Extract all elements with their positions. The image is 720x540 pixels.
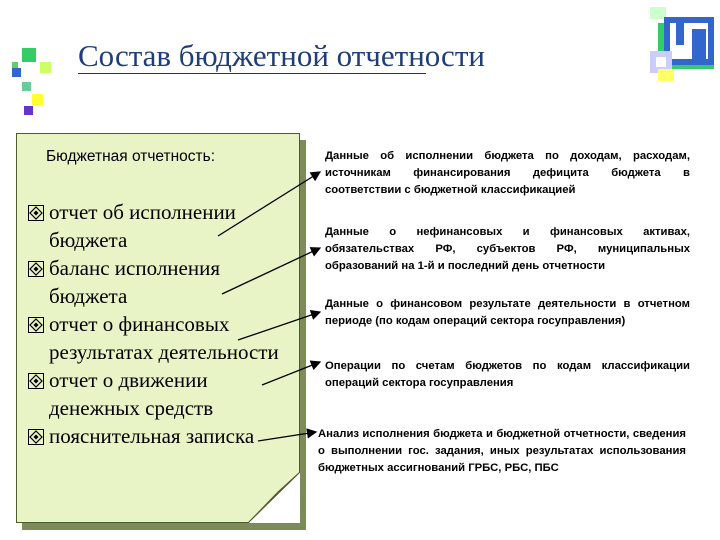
description-text: Данные о финансовом результате деятельности в отчетном периоде (по кодам операций сектора госуправления) [325,298,690,327]
list-item-label: баланс исполнения бюджета [49,256,220,308]
panel-heading: Бюджетная отчетность: [46,148,216,165]
description-text: Анализ исполнения бюджета и бюджетной отчетности, сведения о выполнении гос. задания, иных результатах использования бюджетных ассигнований ГРБС, РБС, ПБС [318,428,686,474]
list-item-label: отчет о финансовых результатах деятельности [49,312,279,364]
arrow-1 [218,172,320,236]
arrow-2 [222,248,320,294]
list-item-label: пояснительная записка [49,424,255,448]
description-explanatory-note [318,426,686,477]
description-text: Данные об исполнении бюджета по доходам, расходам, источникам финансирования дефицита бюджета в соответствии с бюджетной классификацией [325,150,690,196]
description-cash-flow [325,358,690,392]
arrow-3 [238,312,320,340]
page-title: Состав бюджетной отчетности [78,38,485,73]
description-financial-results [325,296,690,330]
description-budget-execution [325,148,690,199]
arrow-4 [262,362,320,385]
list-item-label: отчет о движении денежных средств [49,368,214,420]
list-item-label: отчет об исполнении бюджета [49,200,236,252]
description-balance [325,224,690,275]
arrow-5 [258,432,316,441]
description-text: Данные о нефинансовых и финансовых активах, обязательствах РФ, субъектов РФ, муниципальных образований на 1-й и последний день отчетности [325,226,690,272]
description-text: Операции по счетам бюджетов по кодам классификации операций сектора госуправления [325,360,690,389]
